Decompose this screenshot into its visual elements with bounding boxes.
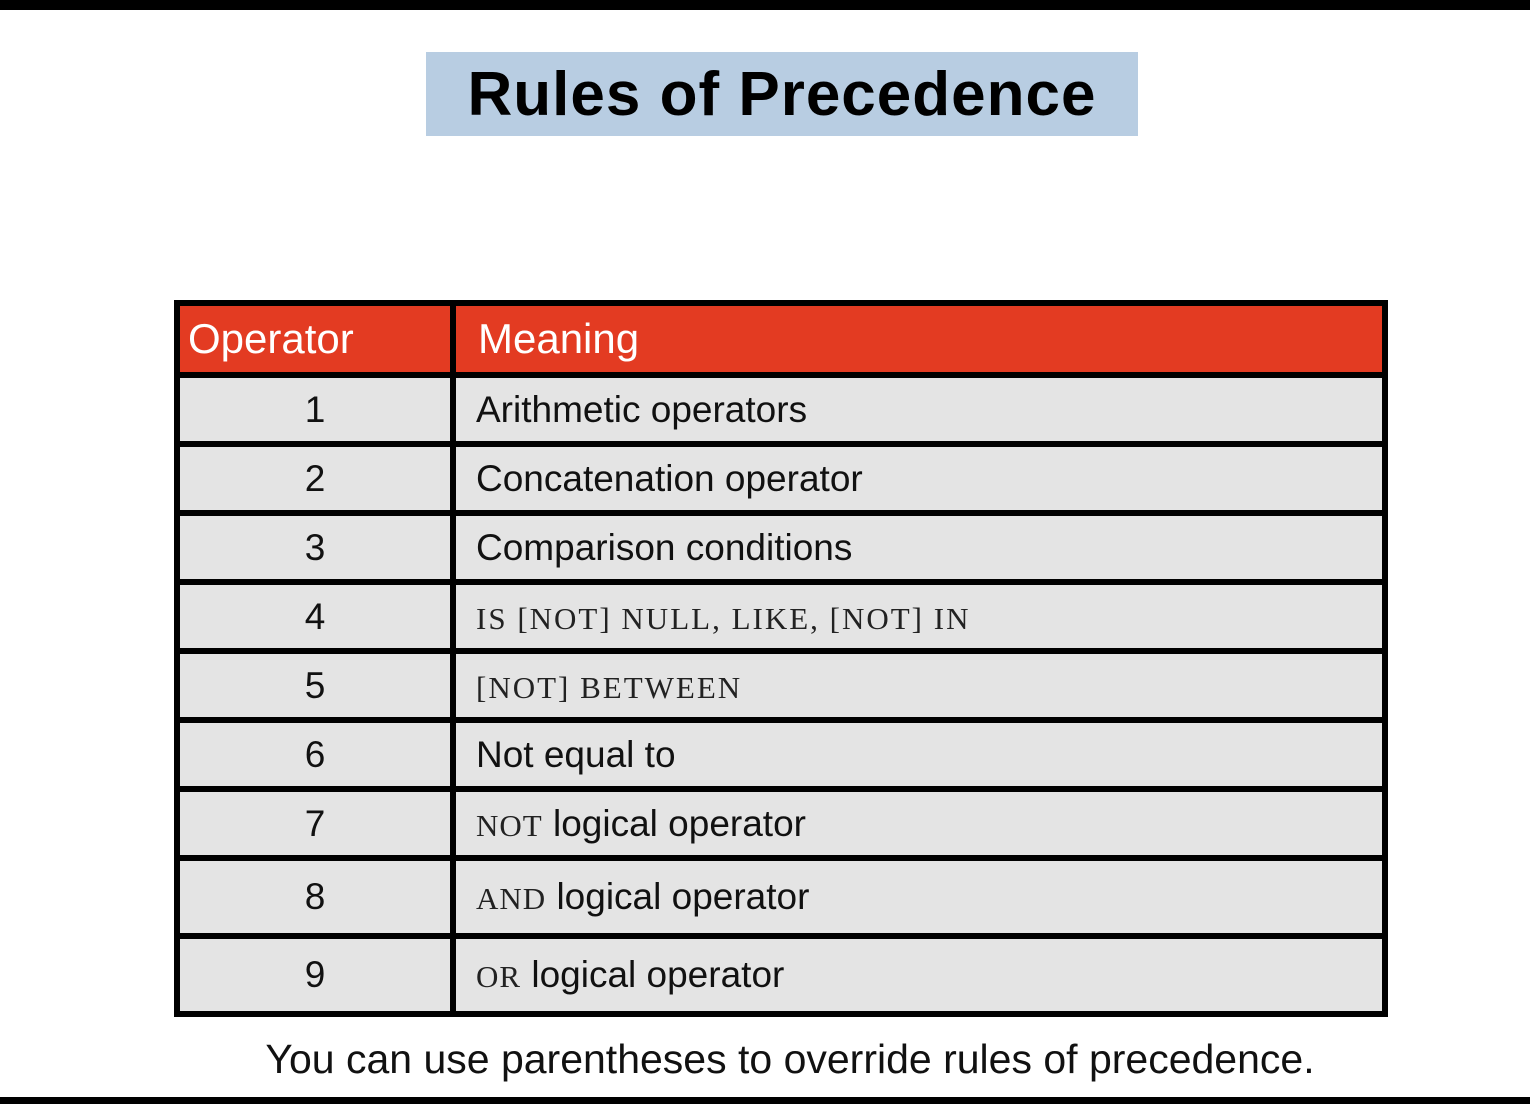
table-row — [177, 651, 1385, 720]
operator-rank: 2 — [177, 444, 453, 513]
top-rule — [0, 0, 1530, 10]
meaning-text: logical operator — [546, 876, 810, 917]
table-row — [177, 858, 1385, 936]
operator-rank: 1 — [177, 375, 453, 444]
table-row — [177, 582, 1385, 651]
operator-rank: 5 — [177, 651, 453, 720]
sql-keyword: IS [NOT] NULL, LIKE, [NOT] IN — [476, 600, 971, 636]
table-row — [177, 936, 1385, 1014]
operator-column-header: Operator — [177, 303, 453, 375]
table-row — [177, 720, 1385, 789]
operator-meaning — [453, 651, 1385, 720]
sql-keyword: AND — [476, 881, 547, 916]
table-row — [177, 789, 1385, 858]
table-row — [177, 375, 1385, 444]
operator-rank: 8 — [177, 858, 453, 936]
precedence-table — [174, 300, 1388, 1017]
meaning-text: logical operator — [542, 802, 806, 844]
title-highlight — [426, 52, 1138, 136]
page-title: Rules of Precedence — [467, 59, 1097, 129]
operator-meaning: Concatenation operator — [453, 444, 1385, 513]
operator-rank: 3 — [177, 513, 453, 582]
operator-meaning: Comparison conditions — [453, 513, 1385, 582]
sql-keyword: [NOT] BETWEEN — [476, 669, 743, 705]
meaning-text: logical operator — [521, 954, 785, 995]
table-header-row — [177, 303, 1385, 375]
operator-meaning: Arithmetic operators — [453, 375, 1385, 444]
operator-meaning — [453, 789, 1385, 858]
operator-rank: 4 — [177, 582, 453, 651]
table-row — [177, 513, 1385, 582]
operator-rank: 9 — [177, 936, 453, 1014]
sql-keyword: OR — [476, 959, 522, 994]
operator-meaning — [453, 936, 1385, 1014]
sql-keyword: NOT — [476, 807, 543, 843]
operator-meaning — [453, 582, 1385, 651]
meaning-column-header: Meaning — [453, 303, 1385, 375]
footer-note: You can use parentheses to override rules of precedence. — [265, 1036, 1315, 1082]
operator-meaning: Not equal to — [453, 720, 1385, 789]
operator-meaning — [453, 858, 1385, 936]
table-row — [177, 444, 1385, 513]
operator-rank: 7 — [177, 789, 453, 858]
operator-rank: 6 — [177, 720, 453, 789]
bottom-rule — [0, 1097, 1530, 1104]
